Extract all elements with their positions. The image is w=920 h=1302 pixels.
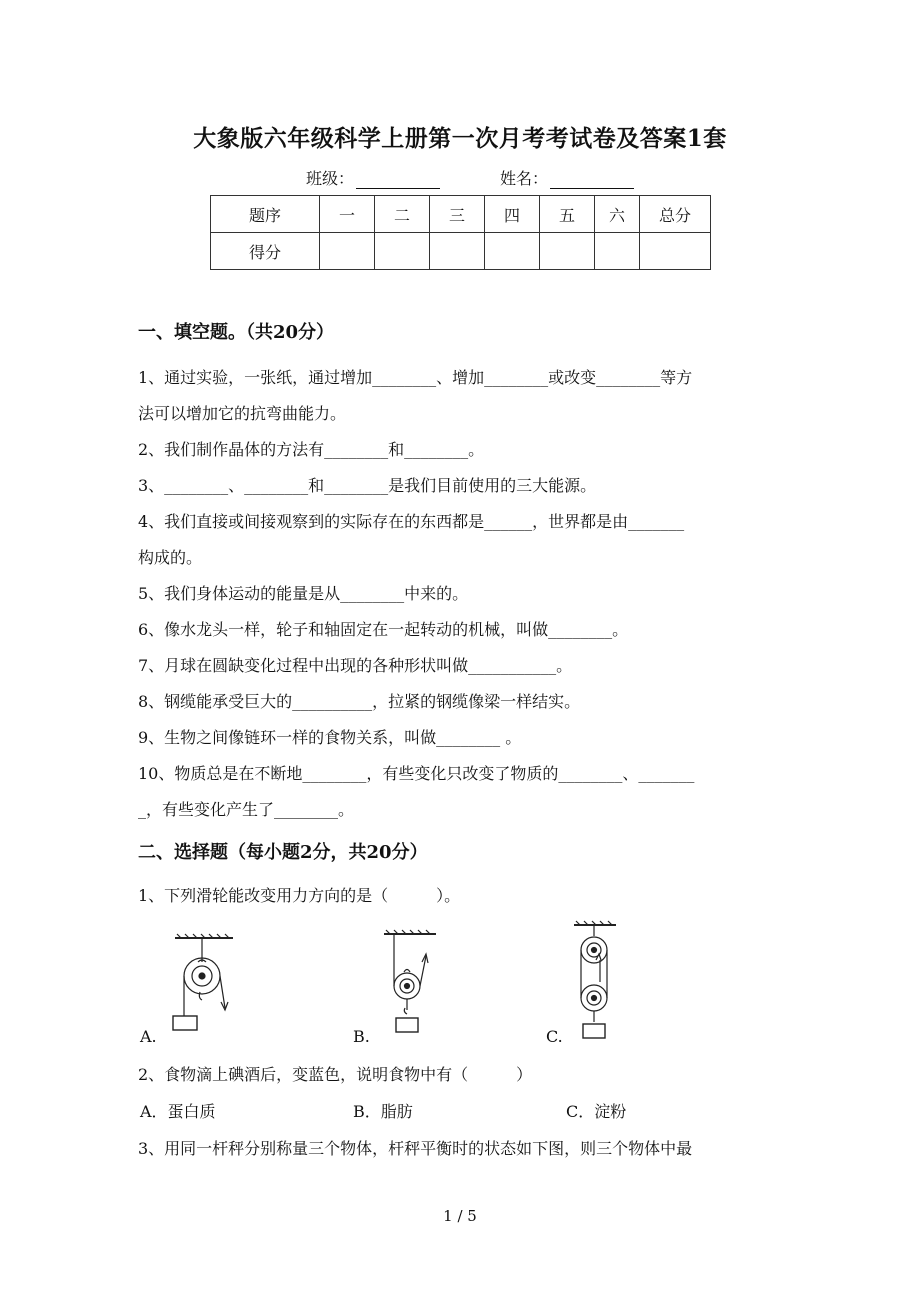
fill-question-line: 1、通过实验，一张纸，通过增加________、增加________或改变________等方 [138,368,693,387]
page-number: 1 / 5 [443,1207,477,1225]
fill-question-line: 7、月球在圆缺变化过程中出现的各种形状叫做___________。 [138,656,573,675]
score-cell[interactable] [430,233,485,270]
pulley-figure-a [165,932,240,1034]
fill-question-line: 构成的。 [138,548,203,567]
q2-option-a[interactable]: A．蛋白质 [140,1102,216,1121]
name-field [500,166,634,189]
score-header-row [211,196,711,233]
pulley-figure-c [570,920,620,1042]
score-header-cell: 五 [540,196,595,233]
class-blank [356,170,440,189]
q2-option-c[interactable]: C．淀粉 [566,1102,627,1121]
score-header-cell: 六 [595,196,640,233]
fill-question-line: 9、生物之间像链环一样的食物关系，叫做________ 。 [138,728,522,747]
section1-heading: 一、填空题。（共20分） [138,322,335,343]
score-cell[interactable] [375,233,430,270]
score-header-cell: 四 [485,196,540,233]
fill-question-line: _，有些变化产生了________。 [138,800,355,819]
page-title: 大象版六年级科学上册第一次月考考试卷及答案1套 [193,125,727,152]
score-header-cell: 总分 [640,196,711,233]
q1-option-a[interactable]: A. [140,1027,157,1046]
class-field [306,166,440,189]
q1-option-b[interactable]: B. [353,1027,370,1046]
q2-option-b[interactable]: B．脂肪 [353,1102,413,1121]
score-value-row [211,233,711,270]
fill-question-line: 10、物质总是在不断地________，有些变化只改变了物质的________、_______ [138,764,695,783]
score-row-label: 得分 [211,233,320,270]
class-label: 班级： [306,169,355,188]
score-cell[interactable] [485,233,540,270]
score-header-cell: 二 [375,196,430,233]
name-label: 姓名： [500,169,549,188]
score-cell[interactable] [320,233,375,270]
score-header-cell: 一 [320,196,375,233]
q1-option-c[interactable]: C. [546,1027,563,1046]
choice-question-2: 2、食物滴上碘酒后，变蓝色，说明食物中有（ ） [138,1065,533,1084]
section2-heading: 二、选择题（每小题2分，共20分） [138,842,428,863]
fill-question-line: 3、________、________和________是我们目前使用的三大能源。 [138,476,597,495]
fill-question-line: 6、像水龙头一样，轮子和轴固定在一起转动的机械，叫做________。 [138,620,629,639]
score-cell[interactable] [595,233,640,270]
fill-question-line: 2、我们制作晶体的方法有________和________。 [138,440,485,459]
fill-question-line: 8、钢缆能承受巨大的__________，拉紧的钢缆像梁一样结实。 [138,692,581,711]
fill-question-line: 5、我们身体运动的能量是从________中来的。 [138,584,469,603]
score-cell[interactable] [540,233,595,270]
pulley-figure-b [380,928,440,1042]
score-table [210,195,711,270]
score-header-cell: 三 [430,196,485,233]
name-blank [550,170,634,189]
score-header-cell: 题序 [211,196,320,233]
choice-question-1: 1、下列滑轮能改变用力方向的是（ ）。 [138,886,461,905]
choice-question-3: 3、用同一杆秤分别称量三个物体，杆秤平衡时的状态如下图，则三个物体中最 [138,1139,693,1158]
score-cell[interactable] [640,233,711,270]
fill-question-line: 法可以增加它的抗弯曲能力。 [138,404,347,423]
fill-question-line: 4、我们直接或间接观察到的实际存在的东西都是______，世界都是由_______ [138,512,685,531]
